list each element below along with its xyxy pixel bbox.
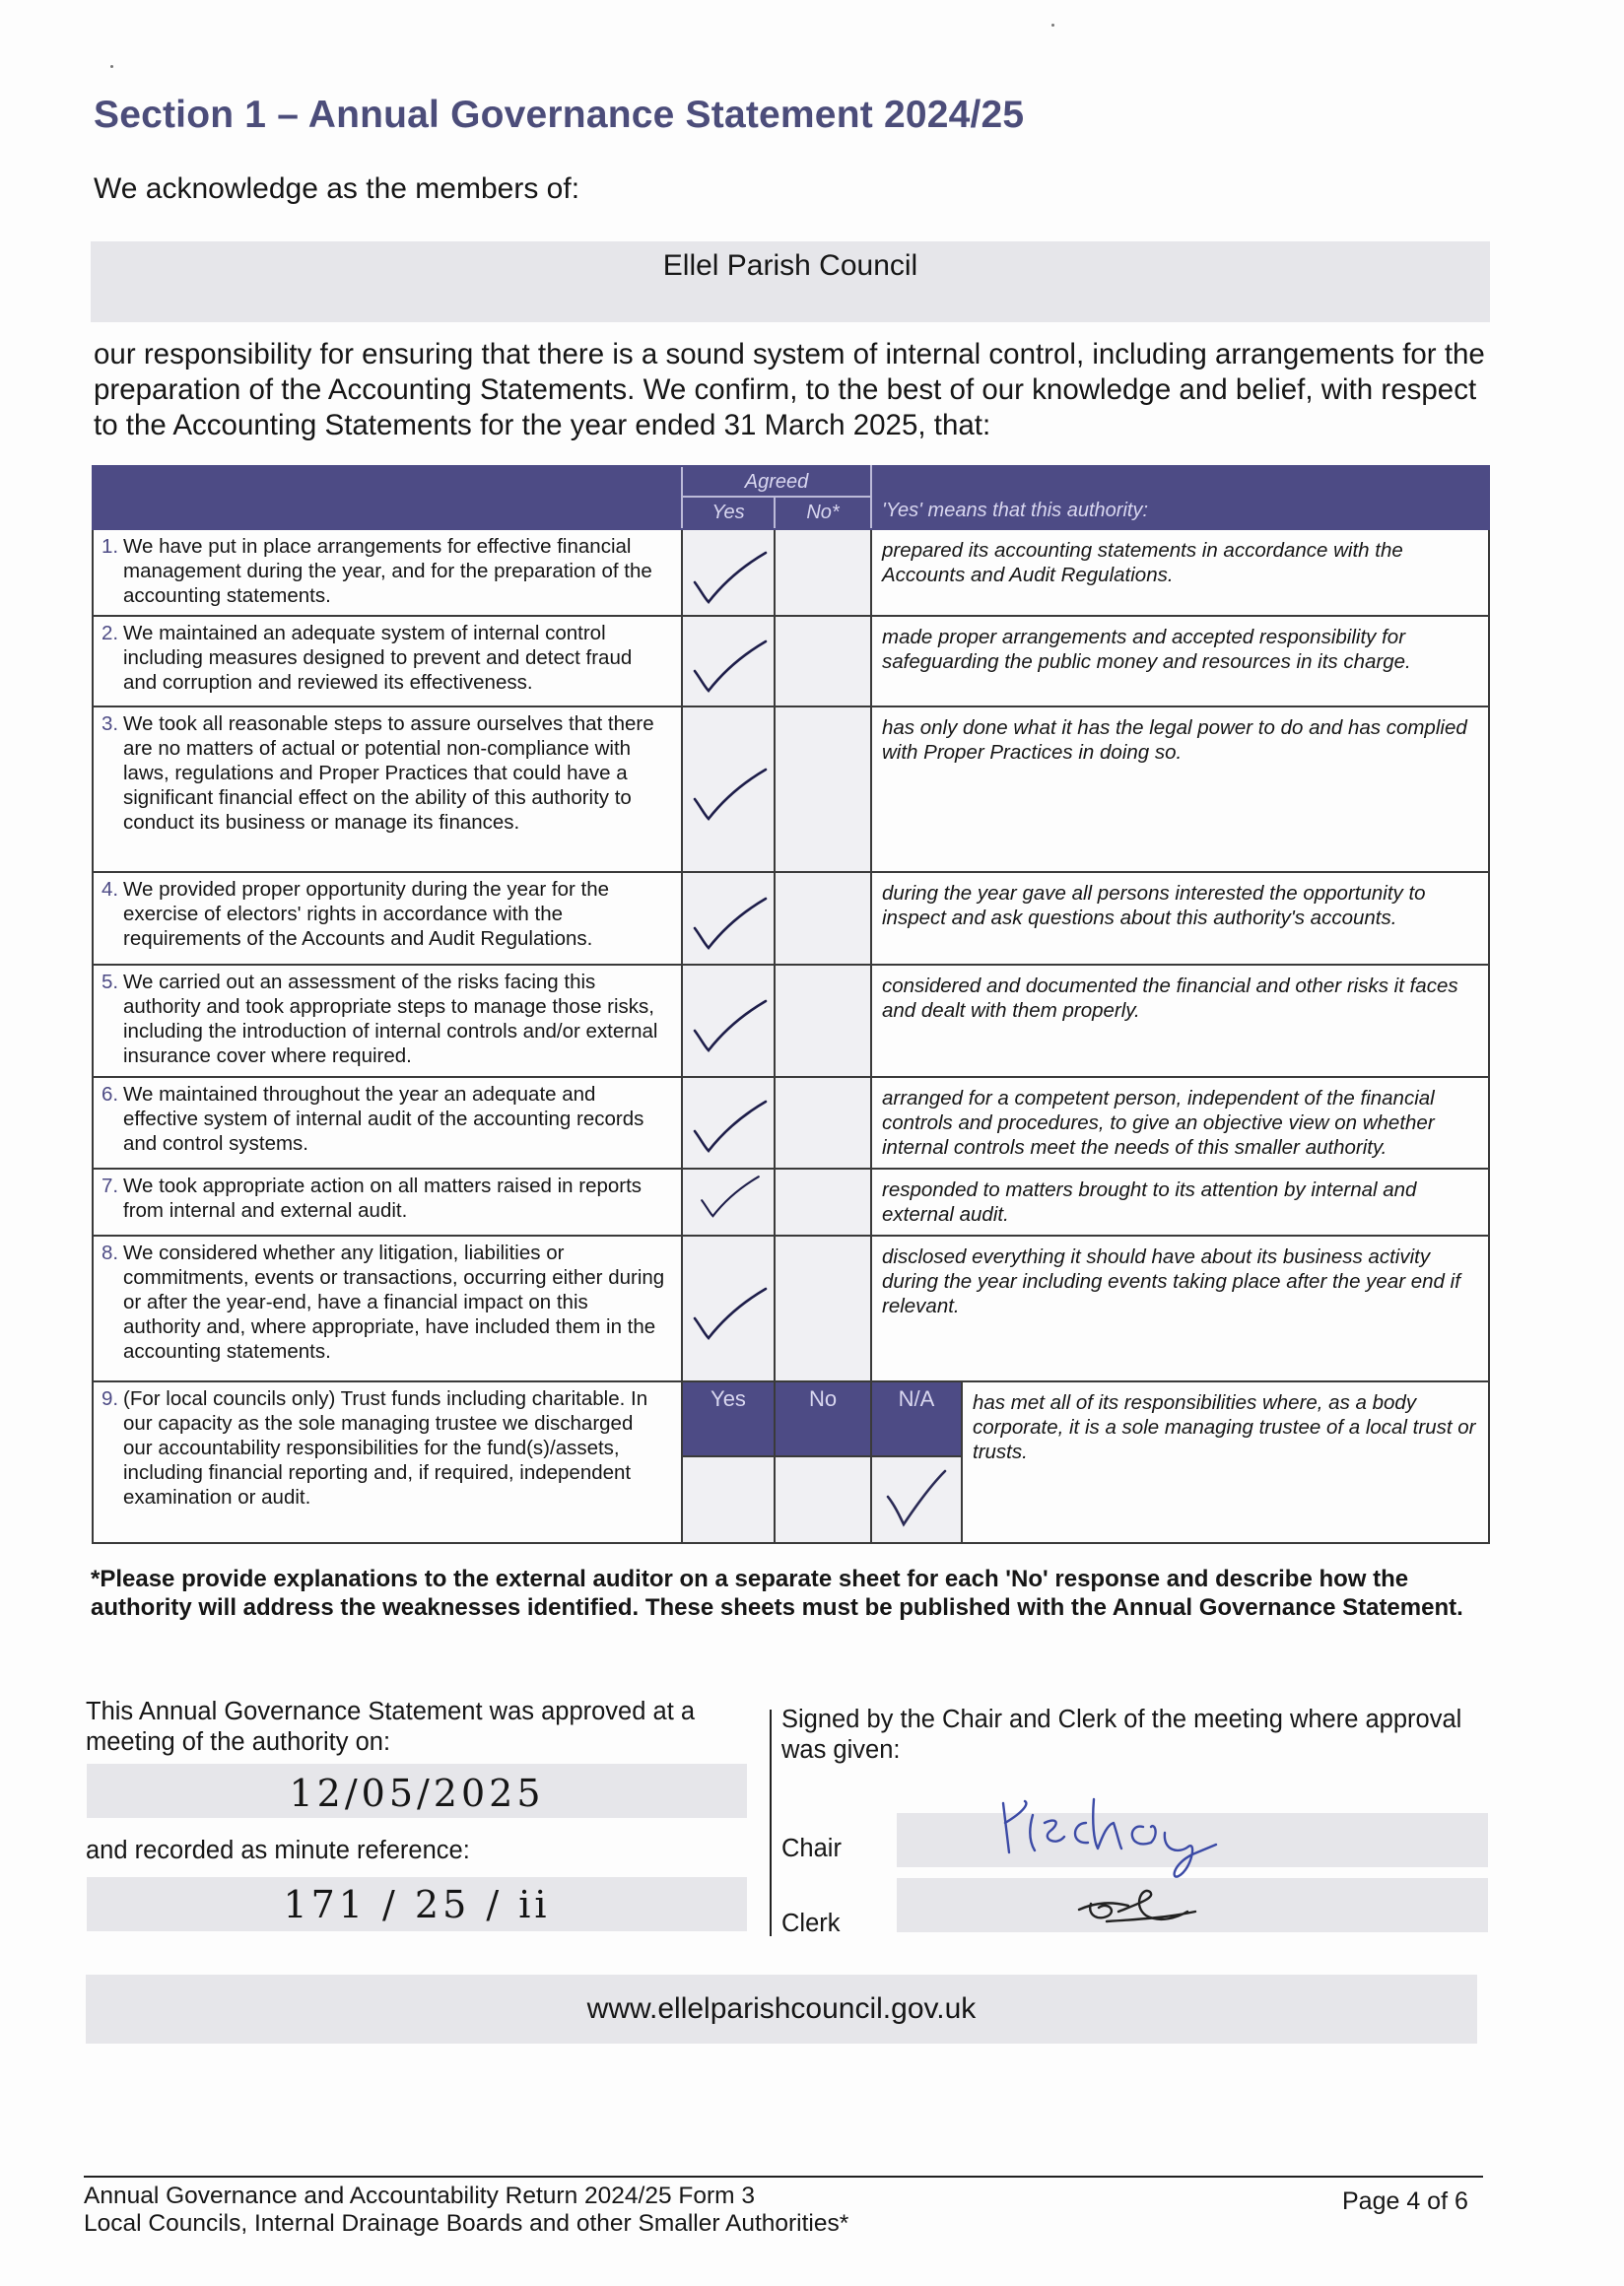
website-field[interactable] [86, 1975, 1477, 2044]
page-title: Section 1 – Annual Governance Statement 2024/25 [94, 94, 1025, 136]
statement-cell [93, 965, 682, 1077]
table-row [93, 616, 1489, 706]
row9-yes-label: Yes [683, 1382, 774, 1455]
statement-cell [93, 529, 682, 616]
tick-icon [691, 633, 770, 702]
yes-checkbox[interactable] [682, 872, 775, 965]
row9-na-label: N/A [872, 1382, 961, 1455]
agreed-label: Agreed [683, 467, 870, 498]
approval-date-field[interactable] [87, 1764, 747, 1818]
row-number: 6. [102, 1083, 119, 1106]
row9-meaning: has met all of its responsibilities where, as a body corporate, it is a sole managing trustee of a local trust or trusts. [962, 1381, 1489, 1543]
row-number: 2. [102, 622, 119, 644]
row-9 [93, 1381, 1489, 1543]
row-meaning: during the year gave all persons interested the opportunity to inspect and ask questions about this authority's accounts. [871, 872, 1489, 965]
row9-na-box[interactable] [872, 1455, 961, 1542]
statement-cell [93, 706, 682, 872]
website-address: www.ellelparishcouncil.gov.uk [586, 1992, 977, 2025]
yes-checkbox[interactable] [682, 1077, 775, 1169]
footer-form-title: Annual Governance and Accountability Return 2024/25 Form 3 [84, 2183, 755, 2209]
agreed-header [682, 466, 871, 529]
tick-icon [691, 890, 770, 959]
statement-cell [93, 616, 682, 706]
statement-cell [93, 1077, 682, 1169]
chair-signature [995, 1793, 1320, 1882]
tick-icon [691, 1280, 770, 1349]
scan-speck [110, 65, 113, 68]
yes-checkbox[interactable] [682, 706, 775, 872]
authority-name: Ellel Parish Council [662, 249, 918, 282]
no-checkbox[interactable] [775, 706, 871, 872]
page-number: Page 4 of 6 [1342, 2187, 1468, 2215]
divider [770, 1710, 772, 1936]
yes-checkbox[interactable] [682, 1169, 775, 1236]
row-meaning: arranged for a competent person, independent of the financial controls and procedures, to give an objective view on whether internal controls meet the needs of this smaller authority. [871, 1077, 1489, 1169]
statement-cell [93, 1236, 682, 1381]
no-header: No* [806, 502, 840, 523]
row9-na-cell[interactable] [871, 1381, 962, 1543]
yes-checkbox[interactable] [682, 616, 775, 706]
row-number: 1. [102, 535, 119, 558]
row-statement: We maintained an adequate system of internal control including measures designed to prevent and detect fraud and corruption and reviewed its effectiveness. [123, 622, 633, 694]
statement-cell [93, 872, 682, 965]
signed-text: Signed by the Chair and Clerk of the meeting where approval was given: [781, 1706, 1462, 1764]
governance-table [92, 465, 1490, 1544]
row-number: 4. [102, 878, 119, 901]
row9-yes-cell[interactable] [682, 1381, 775, 1543]
footer-authorities: Local Councils, Internal Drainage Boards and other Smaller Authorities* [84, 2210, 849, 2237]
row-statement: We considered whether any litigation, liabilities or commitments, events or transactions, occurring either during or after the year-end, have a financial impact on this authority and, where appropriate, have included them in the accounting statements. [123, 1242, 665, 1363]
tick-icon [691, 544, 770, 613]
tick-icon [691, 1093, 770, 1162]
row-statement: We carried out an assessment of the risks facing this authority and took appropriate steps to manage those risks, including the introduction of internal controls and/or external insurance cover where required. [123, 971, 658, 1067]
minute-reference: 171 / 25 / ii [283, 1883, 551, 1926]
row-number: 3. [102, 712, 119, 735]
row9-no-cell[interactable] [775, 1381, 871, 1543]
row-number: 8. [102, 1242, 119, 1264]
tick-icon [691, 1174, 770, 1221]
no-checkbox[interactable] [775, 1077, 871, 1169]
minute-reference-field[interactable] [87, 1877, 747, 1931]
row9-no-box[interactable] [776, 1455, 870, 1542]
table-row [93, 706, 1489, 872]
chair-label: Chair [781, 1835, 842, 1862]
table-row [93, 1236, 1489, 1381]
table-row [93, 529, 1489, 616]
yes-header: Yes [683, 498, 776, 528]
row-statement: We took all reasonable steps to assure ourselves that there are no matters of actual or potential non-compliance with laws, regulations and Proper Practices that could have a significant financial effect on the ability of this authority to conduct its business or manage its finances. [123, 712, 654, 834]
row9-yes-box[interactable] [683, 1455, 774, 1542]
row-meaning: has only done what it has the legal power to do and has complied with Proper Practices in doing so. [871, 706, 1489, 872]
row-meaning: prepared its accounting statements in accordance with the Accounts and Audit Regulations. [871, 529, 1489, 616]
yes-checkbox[interactable] [682, 1236, 775, 1381]
tick-icon [882, 1467, 951, 1532]
yes-checkbox[interactable] [682, 965, 775, 1077]
no-checkbox[interactable] [775, 616, 871, 706]
table-row [93, 1169, 1489, 1236]
no-checkbox[interactable] [775, 872, 871, 965]
row-meaning: considered and documented the financial and other risks it faces and dealt with them properly. [871, 965, 1489, 1077]
explanation-note: *Please provide explanations to the external auditor on a separate sheet for each 'No' response and describe how the authority will address the weaknesses identified. These sheets must be published with the Annual Governance Statement. [91, 1566, 1463, 1621]
table-row [93, 965, 1489, 1077]
approved-text: This Annual Governance Statement was approved at a meeting of the authority on: [86, 1698, 696, 1756]
no-checkbox[interactable] [775, 965, 871, 1077]
authority-name-field [91, 241, 1490, 322]
tick-icon [691, 761, 770, 830]
row-number: 5. [102, 971, 119, 993]
clerk-signature [1069, 1882, 1266, 1931]
row-statement: We provided proper opportunity during the year for the exercise of electors' rights in accordance with the requirements of the Accounts and Audit Regulations. [123, 878, 610, 950]
footer-rule [84, 2176, 1483, 2178]
no-checkbox[interactable] [775, 1169, 871, 1236]
intro-paragraph: our responsibility for ensuring that there is a sound system of internal control, including arrangements for the preparation of the Accounting Statements. We confirm, to the best of our knowledge and belief, with respect to the Accounting Statements for the year ended 31 March 2025, that: [94, 338, 1485, 441]
approval-date: 12/05/2025 [289, 1772, 545, 1815]
row-meaning: disclosed everything it should have about its business activity during the year including events taking place after the year end if relevant. [871, 1236, 1489, 1381]
table-row [93, 1077, 1489, 1169]
means-header: 'Yes' means that this authority: [882, 500, 1148, 521]
tick-icon [691, 992, 770, 1061]
row-statement: We took appropriate action on all matters raised in reports from internal and external audit. [123, 1175, 643, 1222]
statement-cell [93, 1169, 682, 1236]
row-number: 9. [102, 1387, 119, 1410]
row-statement: We maintained throughout the year an adequate and effective system of internal audit of the accounting records and control systems. [123, 1083, 644, 1155]
table-header-row [93, 466, 1489, 529]
row-number: 7. [102, 1175, 119, 1197]
clerk-label: Clerk [781, 1910, 841, 1937]
row9-no-label: No [776, 1382, 870, 1455]
no-checkbox[interactable] [775, 529, 871, 616]
row-statement: We have put in place arrangements for effective financial management during the year, and for the preparation of the accounting statements. [123, 535, 652, 607]
yes-checkbox[interactable] [682, 529, 775, 616]
row-meaning: made proper arrangements and accepted responsibility for safeguarding the public money and resources in its charge. [871, 616, 1489, 706]
scan-speck [1051, 24, 1054, 27]
table-row [93, 872, 1489, 965]
row-meaning: responded to matters brought to its attention by internal and external audit. [871, 1169, 1489, 1236]
no-checkbox[interactable] [775, 1236, 871, 1381]
row-statement: (For local councils only) Trust funds including charitable. In our capacity as the sole managing trustee we discharged our accountability responsibilities for the fund(s)/assets, including financial reporting and, if required, independent examination or audit. [123, 1387, 648, 1509]
minute-label: and recorded as minute reference: [86, 1837, 470, 1864]
acknowledge-text: We acknowledge as the members of: [94, 172, 580, 205]
